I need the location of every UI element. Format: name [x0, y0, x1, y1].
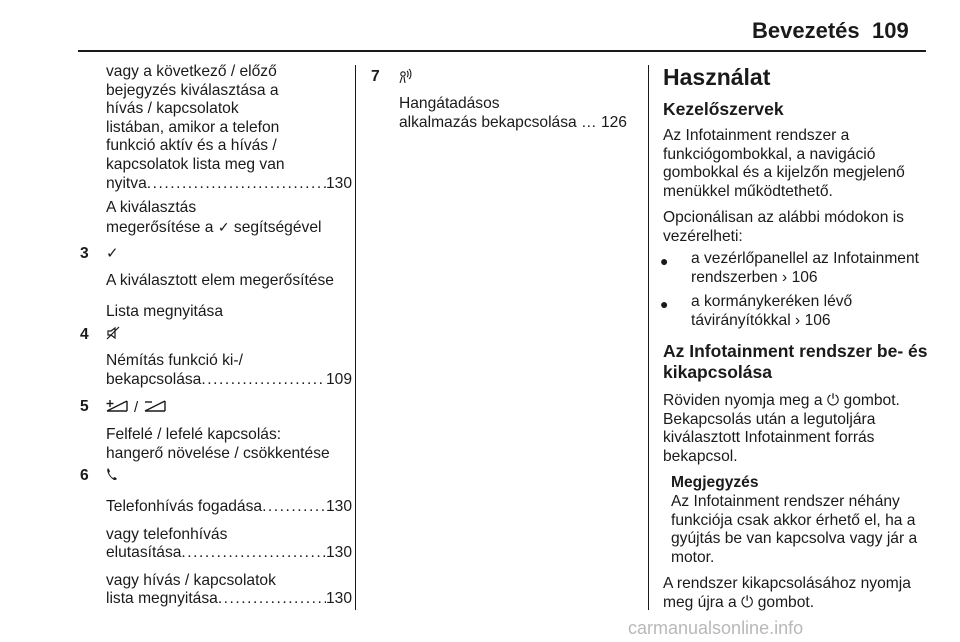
bullet-icon: ●	[660, 296, 669, 312]
page-ref-icon: ›	[782, 268, 788, 286]
paragraph: Az Infotainment rendszer a funkciógombokkal, a navigáció gombokkal és a kijelzőn megjelenő menükkel működtethető.	[663, 127, 905, 200]
column-divider-left	[355, 65, 356, 610]
section-title: Használat	[663, 64, 771, 90]
toc-leader: bekapcsolása . . . 109	[106, 371, 352, 390]
item6-text: Telefonhívás fogadása . . . 130 vagy telefonhívás elutasítása . . . 130 vagy hívás / kapcsolatok lista megnyitása . . . 130	[106, 498, 352, 609]
item3-text: A kiválasztott elem megerősítése Lista megnyitása	[106, 272, 334, 320]
volume-icons	[106, 398, 166, 417]
phone-icon	[106, 467, 118, 486]
check-icon: ✓	[106, 245, 119, 262]
section-heading: Az Infotainment rendszer be- és kikapcsolása	[663, 341, 928, 382]
toc-leader: lista megnyitása . . . 130	[106, 590, 352, 609]
watermark: carmanualsonline.info	[628, 618, 804, 638]
item7-text: Hangátadásos alkalmazás bekapcsolása … 126	[399, 95, 627, 131]
bullet-icon: ●	[660, 253, 669, 269]
check-icon: ✓	[217, 218, 230, 235]
power-icon: ⏻	[741, 593, 754, 611]
volume-up-icon	[106, 398, 128, 417]
item5-text: Felfelé / lefelé kapcsolás: hangerő növelése / csökkentése	[106, 426, 330, 462]
toc-leader: elutasítása . . . 130	[106, 544, 352, 563]
item-number: 4	[80, 326, 89, 343]
page-number: 109	[872, 18, 909, 43]
item4-text: Némítás funkció ki-/ bekapcsolása . . . 109	[106, 352, 352, 389]
right-column	[663, 64, 943, 247]
column-divider-right	[648, 65, 649, 610]
toc-leader: Telefonhívás fogadása . . . 130	[106, 498, 352, 517]
left-intro: vagy a következő / előző bejegyzés kiválasztása a hívás / kapcsolatok listában, amikor a telefon funkció aktív és a hívás / kapcsolatok lista meg van nyitva . . . 130	[106, 63, 352, 193]
paragraph: A rendszer kikapcsolásához nyomja meg újra a ⏻ gombot.	[663, 575, 911, 611]
toc-leader: nyitva . . . 130	[106, 175, 352, 194]
item-number: 3	[80, 245, 89, 262]
bullet-item: a kormánykeréken lévő távirányítókkal › 106	[691, 293, 853, 329]
note-title: Megjegyzés	[671, 474, 759, 492]
right-column-lower	[663, 341, 943, 613]
item-number: 5	[80, 398, 89, 415]
header-title: Bevezetés	[752, 18, 860, 43]
left-select: A kiválasztás megerősítése a ✓ segítségével	[106, 199, 322, 236]
volume-down-icon	[144, 398, 166, 417]
page-ref-icon: ›	[795, 311, 801, 329]
header-rule	[78, 50, 926, 52]
bullet-item: a vezérlőpanellel az Infotainment rendszerben › 106	[691, 250, 919, 286]
mute-icon	[106, 326, 120, 345]
note-box: Megjegyzés Az Infotainment rendszer néhány funkciója csak akkor érhető el, ha a gyújtás be van kapcsolva vagy jár a motor.	[671, 474, 943, 567]
voice-icon	[399, 68, 413, 89]
paragraph: Röviden nyomja meg a ⏻ gombot. Bekapcsolás után a legutoljára kiválasztott Infotainment forrás bekapcsol.	[663, 392, 900, 465]
section-subtitle: Kezelőszervek	[663, 99, 784, 119]
item-number: 6	[80, 467, 89, 484]
item-number: 7	[371, 68, 380, 85]
separator: /	[134, 398, 139, 416]
power-icon: ⏻	[826, 392, 840, 409]
paragraph: Opcionálisan az alábbi módokon is vezérelheti:	[663, 209, 904, 245]
